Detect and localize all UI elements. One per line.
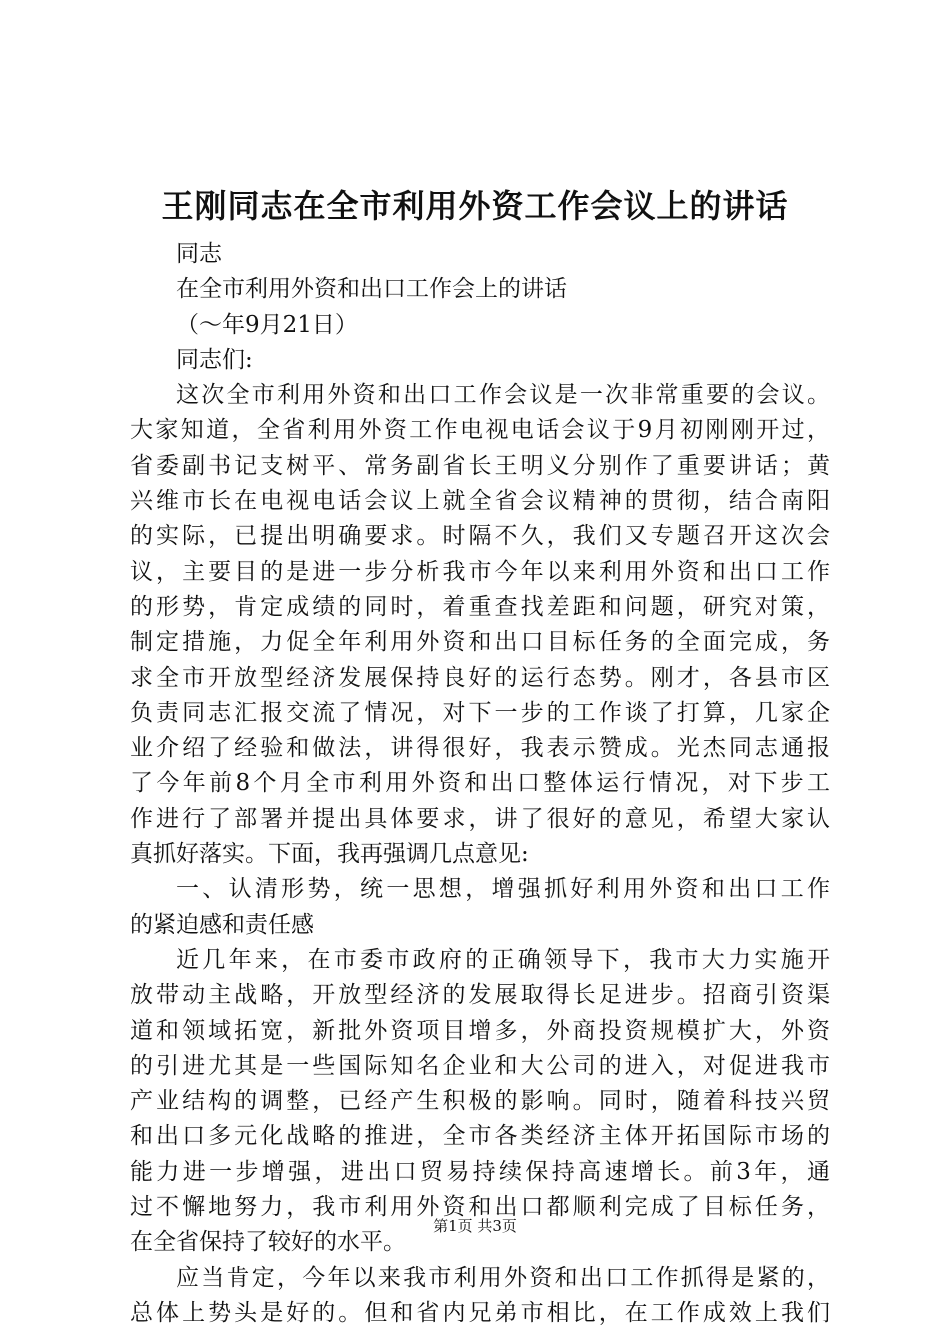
text-line: 能力进一步增强，进出口贸易持续保持高速增长。前3年，通 — [130, 1158, 830, 1185]
text-line: 真抓好落实。下面，我再强调几点意见: — [130, 841, 529, 868]
text-line: 大家知道，全省利用外资工作电视电话会议于9月初刚刚开过， — [130, 417, 830, 444]
text-line: 的形势，肯定成绩的同时，着重查找差距和问题，研究对策， — [130, 593, 830, 620]
text-line: 近几年来，在市委市政府的正确领导下，我市大力实施开 — [176, 946, 830, 973]
section-heading-line: 的紧迫感和责任感 — [130, 911, 314, 938]
page-footer: 第1页 共3页 — [433, 1217, 517, 1235]
text-line: 了今年前8个月全市利用外资和出口整体运行情况，对下步工 — [130, 770, 830, 797]
text-line: 求全市开放型经济发展保持良好的运行态势。刚才，各县市区 — [130, 664, 830, 691]
text-line: 放带动主战略，开放型经济的发展取得长足进步。招商引资渠 — [130, 982, 830, 1009]
text-line: 省委副书记支树平、常务副省长王明义分别作了重要讲话；黄 — [130, 452, 830, 479]
text-line: 负责同志汇报交流了情况，对下一步的工作谈了打算，几家企 — [130, 699, 830, 726]
text-line: 的实际，已提出明确要求。时隔不久，我们又专题召开这次会 — [130, 523, 830, 550]
section-heading-line: 一、认清形势，统一思想，增强抓好利用外资和出口工作 — [176, 876, 830, 903]
text-line: 制定措施，力促全年利用外资和出口目标任务的全面完成，务 — [130, 629, 830, 656]
text-line: 议，主要目的是进一步分析我市今年以来利用外资和出口工作 — [130, 558, 830, 585]
text-line: 过不懈地努力，我市利用外资和出口都顺利完成了目标任务， — [130, 1194, 830, 1221]
text-line: 在全市利用外资和出口工作会上的讲话 — [176, 276, 567, 303]
document-body — [130, 237, 830, 1331]
text-line: 的引进尤其是一些国际知名企业和大公司的进入，对促进我市 — [130, 1052, 830, 1079]
text-line: 在全省保持了较好的水平。 — [130, 1229, 406, 1256]
text-line: （～年9月21日） — [176, 311, 358, 338]
text-line: 这次全市利用外资和出口工作会议是一次非常重要的会议。 — [176, 382, 830, 409]
text-line: 应当肯定，今年以来我市利用外资和出口工作抓得是紧的， — [176, 1264, 830, 1291]
text-line: 道和领域拓宽，新批外资项目增多，外商投资规模扩大，外资 — [130, 1017, 830, 1044]
text-line: 和出口多元化战略的推进，全市各类经济主体开拓国际市场的 — [130, 1123, 830, 1150]
text-line: 同志 — [176, 241, 222, 267]
text-line: 兴维市长在电视电话会议上就全省会议精神的贯彻，结合南阳 — [130, 488, 830, 515]
text-line: 业介绍了经验和做法，讲得很好，我表示赞成。光杰同志通报 — [130, 735, 830, 762]
document-title: 王刚同志在全市利用外资工作会议上的讲话 — [161, 187, 789, 225]
text-line: 同志们: — [176, 346, 253, 373]
text-line: 总体上势头是好的。但和省内兄弟市相比，在工作成效上我们 — [130, 1299, 830, 1326]
text-line: 产业结构的调整，已经产生积极的影响。同时，随着科技兴贸 — [130, 1088, 830, 1115]
text-line: 作进行了部署并提出具体要求，讲了很好的意见，希望大家认 — [130, 805, 830, 832]
